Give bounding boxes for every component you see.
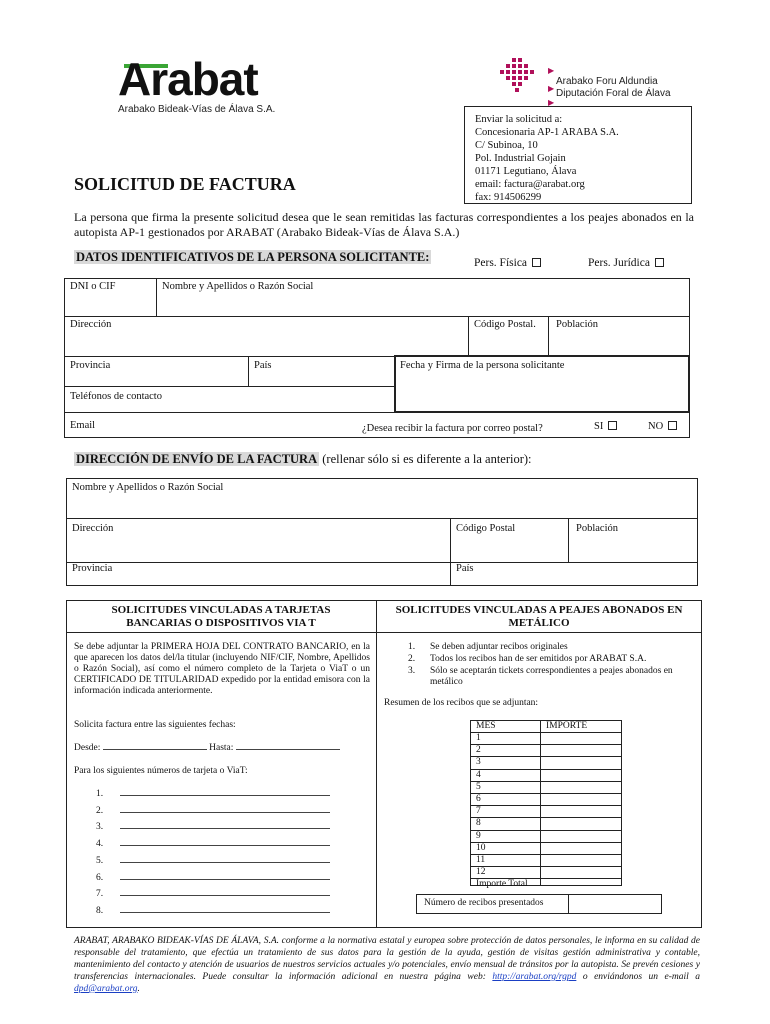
card-number-index: 6.: [96, 873, 104, 883]
pers-fisica-option[interactable]: [474, 257, 541, 269]
postal-question: ¿Desea recibir la factura por correo postal?: [362, 423, 543, 434]
arrow-icon: ▶: [548, 84, 555, 93]
logo-subtitle: Arabako Bideak-Vías de Álava S.A.: [118, 104, 276, 115]
diputacion-line2: Diputación Foral de Álava: [556, 88, 671, 99]
diputacion-logo: [498, 56, 698, 106]
rule-text: Se deben adjuntar recibos originales: [430, 642, 568, 652]
arabat-logo: [118, 50, 318, 120]
shipping-direccion-label: Dirección: [72, 523, 114, 534]
card-number-row[interactable]: [96, 906, 330, 917]
left-heading-line2: BANCARIAS O DISPOSITIVOS VIA T: [126, 617, 316, 629]
desde-label: Desde:: [74, 743, 101, 753]
card-number-row[interactable]: [96, 839, 330, 850]
card-number-row[interactable]: [96, 873, 330, 884]
month-label: 1: [476, 733, 481, 743]
month-label: 3: [476, 757, 481, 768]
rule-number: 3.: [408, 666, 416, 676]
provincia-label: Provincia: [70, 360, 111, 371]
send-line: C/ Subinoa, 10: [475, 140, 538, 151]
month-label: 6: [476, 794, 481, 804]
desde-input[interactable]: [103, 749, 207, 750]
shipping-pais-label: País: [456, 563, 474, 574]
divider: [248, 356, 249, 386]
card-number-input[interactable]: [120, 879, 330, 880]
resumen-label: Resumen de los recibos que se adjuntan:: [384, 698, 539, 708]
section1-heading-text: DATOS IDENTIFICATIVOS DE LA PERSONA SOLICITANTE:: [76, 250, 430, 264]
rule-number: 1.: [408, 642, 416, 652]
poblacion-label: Población: [556, 319, 598, 330]
card-number-row[interactable]: [96, 889, 330, 900]
right-column-heading: [376, 604, 702, 630]
footer-text: ARABAT, ARABAKO BIDEAK-VÍAS DE ÁLAVA, S.A. conforme a la normativa estatal y europea sobre protección de datos personales, le informa en su calidad de responsable del tratamiento, que efectúa un tratamiento de sus datos para la gestión de la ayuda, gestión de visitas gestión administrativa y contable, mantenimiento del contacto y atención de usuarios de nuestros servicios actuales y/o potenciales, envío mensual de tránsitos por la autopista. Se prevén cesiones y transferencias internacionales. Puede consultar la información adicional en nuestra página web:: [74, 936, 700, 982]
no-checkbox[interactable]: [668, 421, 677, 430]
month-label: 10: [476, 842, 486, 853]
divider: [64, 386, 396, 387]
card-number-index: 2.: [96, 806, 104, 816]
si-checkbox[interactable]: [608, 421, 617, 430]
send-line: 01171 Legutiano, Álava: [475, 166, 577, 177]
dni-label: DNI o CIF: [70, 281, 116, 292]
importe-cell[interactable]: [542, 879, 620, 889]
month-label: 11: [476, 855, 486, 865]
shipping-nombre-label: Nombre y Apellidos o Razón Social: [72, 482, 224, 493]
rule-text: Todos los recibos han de ser emitidos por ARABAT S.A.: [430, 654, 647, 664]
section1-heading: [74, 250, 431, 265]
total-label: Importe Total: [476, 879, 528, 890]
card-number-input[interactable]: [120, 828, 330, 829]
month-label: 9: [476, 830, 481, 841]
divider: [450, 518, 451, 586]
month-label: 8: [476, 818, 481, 829]
diputacion-line1: Arabako Foru Aldundia: [556, 76, 658, 87]
card-number-input[interactable]: [120, 862, 330, 863]
rule-number: 2.: [408, 654, 416, 664]
importe-cell[interactable]: [542, 757, 620, 767]
left-column-heading: [66, 604, 376, 630]
desde-field[interactable]: [74, 743, 340, 754]
card-number-row[interactable]: [96, 806, 330, 817]
telefonos-label: Teléfonos de contacto: [70, 391, 162, 402]
month-label: 7: [476, 806, 481, 817]
divider: [64, 316, 690, 317]
pers-juridica-label: Pers. Jurídica: [588, 257, 650, 269]
card-number-index: 8.: [96, 906, 104, 916]
arrow-icon: ▶: [548, 66, 555, 75]
section2-heading-text: DIRECCIÓN DE ENVÍO DE LA FACTURA: [76, 452, 318, 466]
pers-fisica-label: Pers. Física: [474, 257, 528, 269]
month-label: 5: [476, 781, 481, 792]
privacy-footer: [74, 935, 700, 995]
divider: [376, 600, 377, 928]
diputacion-emblem-icon: [498, 56, 538, 96]
numeros-label: Para los siguientes números de tarjeta o ViaT:: [74, 766, 248, 776]
footer-end: .: [137, 984, 140, 994]
footer-mid: o enviándonos un e-mail a: [582, 972, 701, 982]
no-label: NO: [648, 421, 664, 432]
card-number-row[interactable]: [96, 789, 330, 800]
nombre-label: Nombre y Apellidos o Razón Social: [162, 281, 314, 292]
send-line: email: factura@arabat.org: [475, 179, 585, 190]
hasta-label: Hasta:: [209, 743, 234, 753]
pers-juridica-checkbox[interactable]: [655, 258, 664, 267]
importe-cell[interactable]: [542, 806, 620, 816]
intro-paragraph: La persona que firma la presente solicitud desea que le sean remitidas las facturas correspondientes a los peajes abonados en la autopista AP-1 gestionados por ARABAT (Arabako Bideak-Vías de Álava S.A.): [74, 210, 694, 239]
arrow-icon: ▶: [548, 98, 555, 107]
card-number-index: 7.: [96, 889, 104, 899]
send-line: Enviar la solicitud a:: [475, 114, 563, 125]
postal-si-option[interactable]: [594, 421, 617, 432]
importe-cell[interactable]: [542, 733, 620, 743]
divider: [468, 316, 469, 356]
importe-cell[interactable]: [542, 782, 620, 792]
shipping-provincia-label: Provincia: [72, 563, 113, 574]
card-number-input[interactable]: [120, 912, 330, 913]
importe-cell[interactable]: [542, 745, 620, 755]
contract-instructions: Se debe adjuntar la PRIMERA HOJA DEL CONTRATO BANCARIO, en la que aparecen los datos del/la titular (incluyendo NIF/CIF, Nombre, Apellidos o Razón Social), así como el número completo de la Tarjeta o ViaT o un CERTIFICADO DE TITULARIDAD expedido por la entidad emisora con la información indicada anteriormente.: [74, 642, 370, 696]
card-number-input[interactable]: [120, 795, 330, 796]
month-label: 2: [476, 745, 481, 756]
card-number-row[interactable]: [96, 856, 330, 867]
card-number-input[interactable]: [120, 812, 330, 813]
rule-text: Sólo se aceptarán tickets correspondientes a peajes abonados en metálico: [430, 666, 673, 687]
fechas-label: Solicita factura entre las siguientes fechas:: [74, 720, 236, 730]
divider: [66, 632, 702, 633]
importe-cell[interactable]: [542, 770, 620, 780]
si-label: SI: [594, 421, 604, 432]
send-line: fax: 914506299: [475, 192, 542, 203]
importe-cell[interactable]: [542, 843, 620, 853]
page-title: SOLICITUD DE FACTURA: [74, 174, 296, 194]
card-number-index: 1.: [96, 789, 104, 799]
shipping-poblacion-label: Población: [576, 523, 618, 534]
card-number-index: 5.: [96, 856, 104, 866]
left-heading-line1: SOLICITUDES VINCULADAS A TARJETAS: [111, 604, 331, 616]
card-number-input[interactable]: [120, 845, 330, 846]
importe-cell[interactable]: [542, 818, 620, 828]
pais-label: País: [254, 360, 272, 371]
importe-cell[interactable]: [542, 867, 620, 877]
mes-header: MES: [476, 721, 496, 731]
section2-note: (rellenar sólo si es diferente a la anterior):: [322, 452, 532, 466]
importe-cell[interactable]: [542, 855, 620, 865]
card-number-index: 3.: [96, 822, 104, 832]
rgpd-link[interactable]: http://arabat.org/rgpd: [492, 972, 577, 982]
card-number-index: 4.: [96, 839, 104, 849]
num-recibos-label: Número de recibos presentados: [424, 898, 544, 908]
hasta-input[interactable]: [236, 749, 340, 750]
dpd-email-link[interactable]: dpd@arabat.org: [74, 984, 138, 994]
importe-cell[interactable]: [542, 794, 620, 804]
send-to-box: [464, 106, 692, 204]
shipping-cp-label: Código Postal: [456, 523, 516, 534]
importe-header: IMPORTE: [546, 721, 588, 731]
email-label: Email: [70, 420, 96, 431]
section2-heading: [74, 452, 532, 467]
send-line: Concesionaria AP-1 ARABA S.A.: [475, 127, 619, 138]
pers-fisica-checkbox[interactable]: [532, 258, 541, 267]
month-label: 4: [476, 769, 481, 780]
month-label: 12: [476, 867, 486, 878]
postal-no-option[interactable]: [648, 421, 677, 432]
logo-wordmark: Arabat: [118, 53, 258, 105]
card-number-input[interactable]: [120, 895, 330, 896]
send-line: Pol. Industrial Gojain: [475, 153, 566, 164]
right-heading-line1: SOLICITUDES VINCULADAS A PEAJES ABONADOS EN: [395, 604, 683, 616]
direccion-label: Dirección: [70, 319, 112, 330]
divider: [568, 894, 569, 914]
pers-juridica-option[interactable]: [588, 257, 664, 269]
importe-cell[interactable]: [542, 831, 620, 841]
divider: [568, 518, 569, 562]
firma-label: Fecha y Firma de la persona solicitante: [400, 360, 565, 371]
codigo-postal-label: Código Postal.: [474, 319, 536, 330]
divider: [66, 562, 698, 563]
divider: [548, 316, 549, 356]
divider: [66, 518, 698, 519]
divider: [156, 278, 157, 316]
card-number-row[interactable]: [96, 822, 330, 833]
right-heading-line2: METÁLICO: [508, 617, 570, 629]
